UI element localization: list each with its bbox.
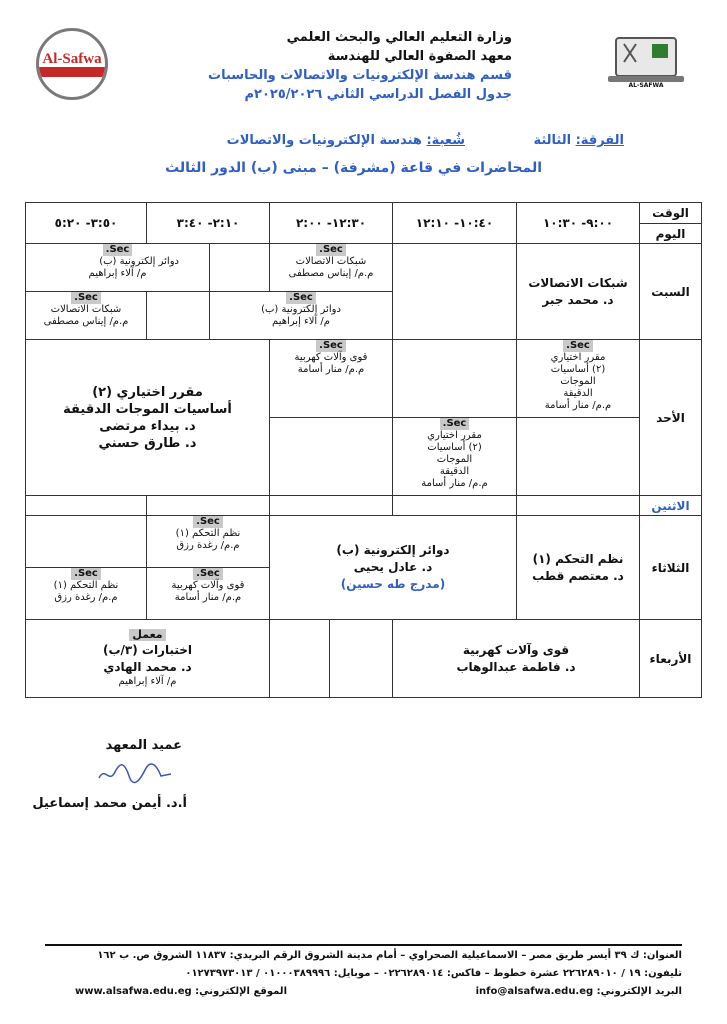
sec-tag: Sec. xyxy=(316,340,346,352)
empty-cell xyxy=(517,496,640,516)
lab-doctor: د. محمد الهادي xyxy=(103,660,192,674)
division-info xyxy=(227,133,465,148)
sec-tag: Sec. xyxy=(440,418,470,430)
section-title: قوى وآلات كهربية xyxy=(294,352,368,363)
logo-left-text: Al-Safwa xyxy=(42,51,102,67)
lecture-doctor: د. عادل يحيى xyxy=(353,560,433,574)
dean-name: أ.د. أيمن محمد إسماعيل xyxy=(32,796,187,811)
tue-section-machines xyxy=(147,568,270,620)
footer-website xyxy=(75,986,287,997)
day-sat: السبت xyxy=(640,244,702,340)
lecture-doctor: د. محمد جبر xyxy=(542,292,614,307)
section-ta: م.م/ منار أسامة xyxy=(297,364,365,375)
lecture-title: نظم التحكم (١) xyxy=(532,551,624,566)
wed-lecture-machines xyxy=(393,620,640,698)
empty-cell xyxy=(147,292,210,340)
year-info xyxy=(533,133,624,148)
location-info: المحاضرات في قاعة (مشرفة) – مبنى (ب) الدور الثالث xyxy=(165,160,542,176)
tue-lecture-control xyxy=(517,516,640,620)
section-ta: م/ آلاء إبراهيم xyxy=(88,268,147,279)
time-slot-5: ٣:٥٠- ٥:٢٠ xyxy=(26,203,147,244)
empty-cell xyxy=(270,418,393,496)
wed-lab-tests xyxy=(26,620,270,698)
empty-cell xyxy=(270,620,330,698)
department-title: قسم هندسة الإلكترونيات والاتصالات والحاسبات xyxy=(208,68,512,83)
time-slot-2: ١٠:٤٠- ١٢:١٠ xyxy=(393,203,517,244)
section-title: مقرر اختياري (٢) أساسيات الموجات الدقيقة xyxy=(550,352,606,399)
day-mon: الاثنين xyxy=(640,496,702,516)
website-label: الموقع الإلكتروني: xyxy=(195,986,287,997)
section-ta: م.م/ منار أسامة xyxy=(421,478,488,489)
sat-section-networks-2 xyxy=(26,292,147,340)
tue-section-control-2 xyxy=(26,568,147,620)
section-ta: م/ آلاء إبراهيم xyxy=(272,316,330,327)
schedule-table xyxy=(25,202,702,698)
time-header: الوقت xyxy=(640,203,702,224)
lecture-doctor: د. بيداء مرتضى xyxy=(99,418,196,434)
dean-signature xyxy=(95,760,175,786)
sec-tag: Sec. xyxy=(316,244,346,256)
sec-tag: Sec. xyxy=(563,340,593,352)
section-ta: م.م/ منار أسامة xyxy=(174,592,242,603)
footer-divider xyxy=(45,944,682,946)
empty-cell xyxy=(517,418,640,496)
section-title: شبكات الاتصالات xyxy=(295,256,367,267)
lecture-doctor: د. فاطمة عبدالوهاب xyxy=(456,659,576,674)
tue-section-control-1 xyxy=(147,516,270,568)
empty-cell xyxy=(26,496,147,516)
sun-lecture-microwave xyxy=(26,340,270,496)
sat-section-circuits-1 xyxy=(26,244,210,292)
lecture-title: دوائر إلكترونية (ب) xyxy=(336,543,450,557)
department-logo-right xyxy=(606,32,686,94)
sec-tag: Sec. xyxy=(193,568,223,580)
year-label: الفرقة: xyxy=(575,133,624,148)
sun-section-machines xyxy=(270,340,393,418)
institute-logo-left xyxy=(36,28,108,100)
lecture-title: شبكات الاتصالات xyxy=(528,275,628,290)
division-label: شُعبة: xyxy=(426,133,465,148)
website-link[interactable]: www.alsafwa.edu.eg xyxy=(74,986,192,997)
lab-tag: معمل xyxy=(129,629,165,641)
lecture-doctor: د. طارق حسني xyxy=(98,435,197,451)
schedule-title: جدول الفصل الدراسي الثاني ٢٠٢٥/٢٠٢٦م xyxy=(244,87,512,102)
sec-tag: Sec. xyxy=(71,568,101,580)
day-header: اليوم xyxy=(640,224,702,244)
section-title: نظم التحكم (١) xyxy=(175,528,241,539)
empty-cell xyxy=(393,496,517,516)
day-wed: الأربعاء xyxy=(640,620,702,698)
section-ta: م.م/ إيناس مصطفى xyxy=(288,268,374,279)
logo-right-text: AL-SAFWA xyxy=(628,82,664,89)
sun-section-microwave-1 xyxy=(517,340,640,418)
section-title: مقرر اختياري (٢) أساسيات الموجات الدقيقة xyxy=(427,430,482,477)
section-title: نظم التحكم (١) xyxy=(53,580,119,591)
lecture-title: مقرر اختياري (٢) xyxy=(92,384,203,400)
section-title: دوائر إلكترونية (ب) xyxy=(99,256,179,267)
year-value: الثالثة xyxy=(533,133,572,148)
email-link[interactable]: info@alsafwa.edu.eg xyxy=(475,986,594,997)
lecture-subtitle: أساسيات الموجات الدقيقة xyxy=(63,401,232,417)
sat-lecture-networks xyxy=(517,244,640,340)
sec-tag: Sec. xyxy=(71,292,101,304)
ministry-title: وزارة التعليم العالي والبحث العلمي xyxy=(286,30,512,45)
sec-tag: Sec. xyxy=(193,516,223,528)
footer-email xyxy=(476,986,682,997)
day-sun: الأحد xyxy=(640,340,702,496)
lab-title: اختبارات (٣/ب) xyxy=(102,643,193,657)
lecture-title: قوى وآلات كهربية xyxy=(462,642,570,657)
empty-cell xyxy=(393,340,517,418)
empty-cell xyxy=(330,620,393,698)
section-title: دوائر إلكترونية (ب) xyxy=(261,304,341,315)
empty-cell xyxy=(393,244,517,340)
section-title: قوى وآلات كهربية xyxy=(171,580,245,591)
time-slot-1: ٩:٠٠- ١٠:٣٠ xyxy=(517,203,640,244)
sec-tag: Sec. xyxy=(103,244,133,256)
day-tue: الثلاثاء xyxy=(640,516,702,620)
email-label: البريد الإلكتروني: xyxy=(596,986,682,997)
sec-tag: Sec. xyxy=(286,292,316,304)
time-slot-3: ١٢:٣٠- ٢:٠٠ xyxy=(270,203,393,244)
footer-phones: تليفون: ١٩ / ٢٢٦٢٨٩٠١٠ عشرة خطوط – فاكس: ٠٢٢٦٢٨٩٠١٤ – موبايل: ٠١٠٠٠٣٨٩٩٩٦ / ٠١٢٧٣٩٧٣٠١٣ xyxy=(185,968,682,979)
lecture-doctor: د. معتصم قطب xyxy=(532,568,624,583)
section-ta: م.م/ منار أسامة xyxy=(544,400,612,411)
sat-section-circuits-2 xyxy=(210,292,393,340)
institute-title: معهد الصفوة العالي للهندسة xyxy=(327,49,512,64)
empty-cell xyxy=(26,516,147,568)
sun-section-microwave-2 xyxy=(393,418,517,496)
section-title: شبكات الاتصالات xyxy=(50,304,122,315)
empty-cell xyxy=(147,496,270,516)
lab-ta: م/ آلاء إبراهيم xyxy=(118,676,177,687)
section-ta: م.م/ إيناس مصطفى xyxy=(43,316,129,327)
empty-cell xyxy=(210,244,270,292)
sat-section-networks-1 xyxy=(270,244,393,292)
section-ta: م.م/ رغدة رزق xyxy=(176,540,240,551)
division-value: هندسة الإلكترونيات والاتصالات xyxy=(226,133,422,148)
empty-cell xyxy=(270,496,393,516)
section-ta: م.م/ رغدة رزق xyxy=(54,592,118,603)
time-slot-4: ٢:١٠- ٣:٤٠ xyxy=(147,203,270,244)
footer-address: العنوان: ك ٣٩ أيسر طريق مصر – الاسماعيلية الصحراوي – أمام مدينة الشروق الرقم البريدي: ١١٨٣٧ الشروق ص. ب ١٦٢ xyxy=(97,950,682,961)
lecture-room: (مدرج طه حسين) xyxy=(340,577,446,591)
tue-lecture-circuits xyxy=(270,516,517,620)
dean-role: عميد المعهد xyxy=(105,738,182,753)
